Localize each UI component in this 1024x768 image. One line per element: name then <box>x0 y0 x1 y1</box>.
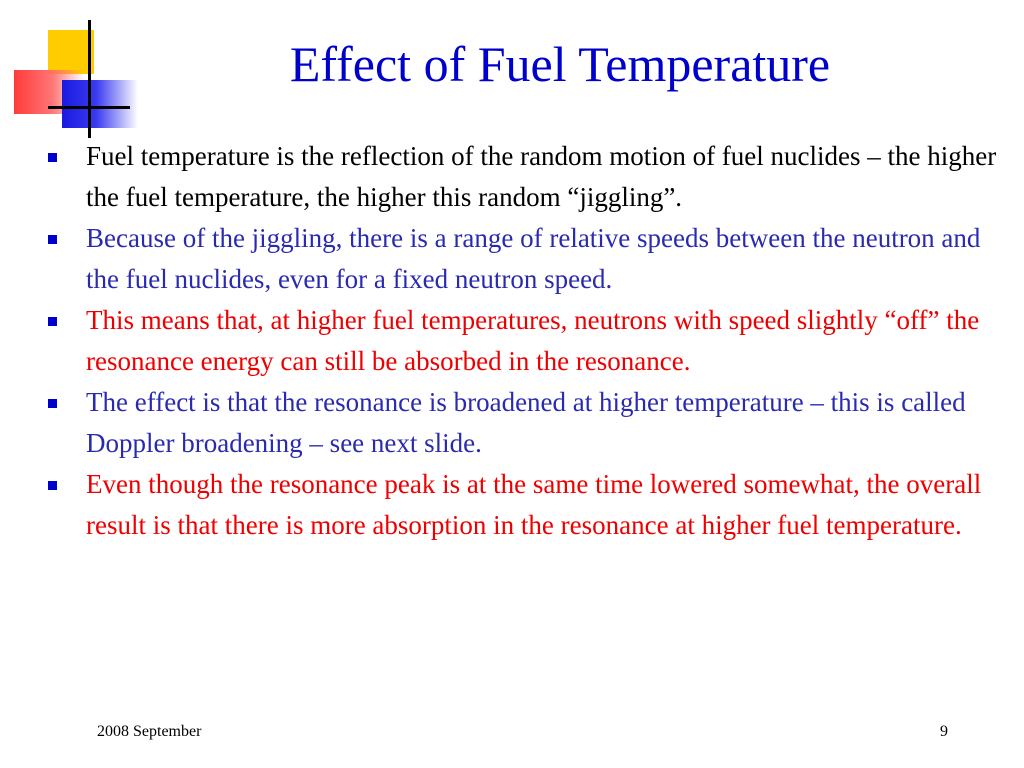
page-number: 9 <box>940 723 948 740</box>
bullet-text: The effect is that the resonance is broadened at higher temperature – this is called Doppler broadening – see next slide. <box>86 387 966 458</box>
bullet-item <box>30 136 1005 218</box>
bullet-list <box>30 136 1005 546</box>
square-bullet-icon <box>48 399 57 408</box>
bullet-item <box>30 382 1005 464</box>
vertical-line-shape <box>88 20 91 138</box>
square-bullet-icon <box>48 153 57 162</box>
slide-decoration-logo <box>0 0 160 150</box>
blue-square-shape <box>62 80 138 128</box>
footer-date: 2008 September <box>97 723 202 740</box>
square-bullet-icon <box>48 317 57 326</box>
bullet-item <box>30 218 1005 300</box>
square-bullet-icon <box>48 235 57 244</box>
bullet-text: This means that, at higher fuel temperatures, neutrons with speed slightly “off” the resonance energy can still be absorbed in the resonance. <box>86 305 980 376</box>
bullet-item <box>30 300 1005 382</box>
square-bullet-icon <box>48 481 57 490</box>
bullet-text: Fuel temperature is the reflection of the random motion of fuel nuclides – the higher the fuel temperature, the higher this random “jiggling”. <box>86 141 997 212</box>
bullet-text: Even though the resonance peak is at the same time lowered somewhat, the overall result is that there is more absorption in the resonance at higher fuel temperature. <box>86 469 982 540</box>
slide-title: Effect of Fuel Temperature <box>289 36 831 92</box>
bullet-item <box>30 464 1005 546</box>
bullet-text: Because of the jiggling, there is a range of relative speeds between the neutron and the fuel nuclides, even for a fixed neutron speed. <box>86 223 981 294</box>
horizontal-line-shape <box>48 106 130 109</box>
